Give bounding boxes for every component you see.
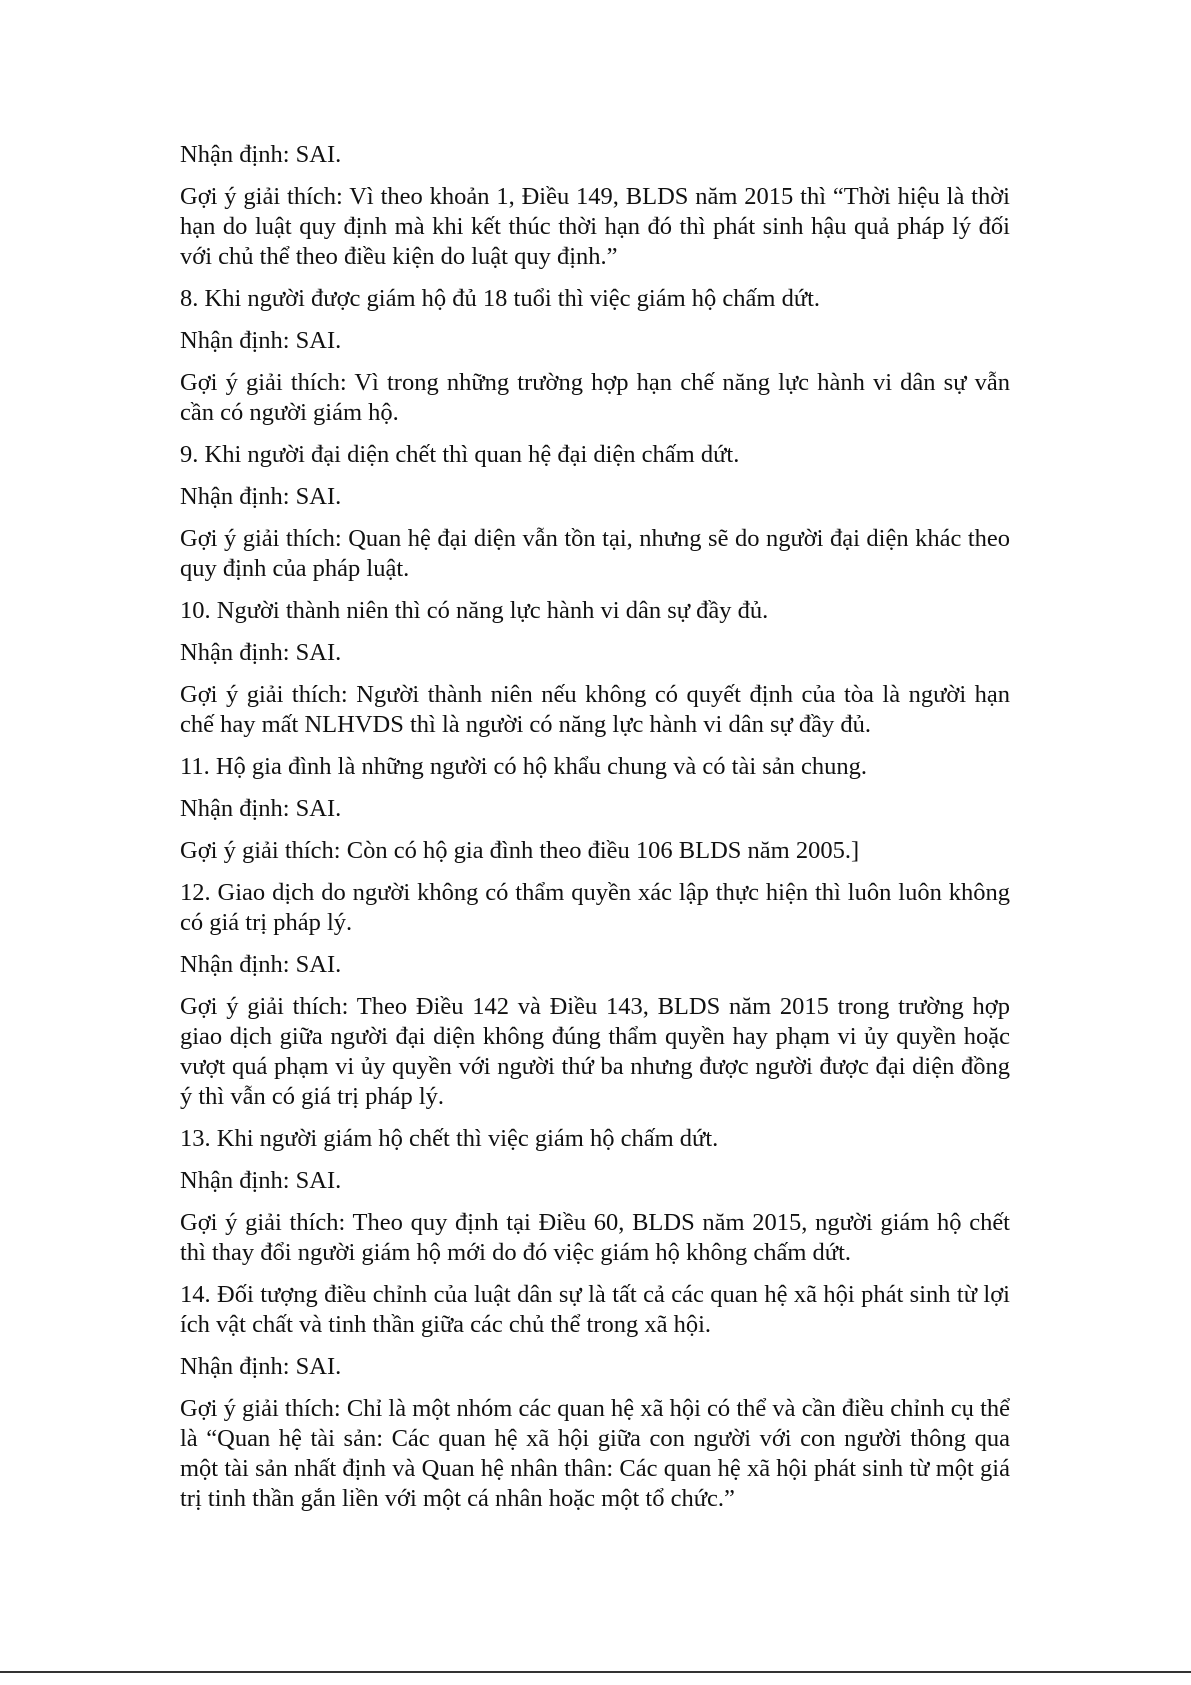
- verdict-paragraph: Nhận định: SAI.: [180, 795, 342, 822]
- question-10: 10. Người thành niên thì có năng lực hành vi dân sự đầy đủ.: [180, 597, 769, 624]
- question-8: 8. Khi người được giám hộ đủ 18 tuổi thì việc giám hộ chấm dứt.: [180, 285, 821, 312]
- verdict-paragraph: Nhận định: SAI.: [180, 141, 342, 168]
- explanation-paragraph: Gợi ý giải thích: Theo quy định tại Điều 60, BLDS năm 2015, người giám hộ chết thì thay đổi người giám hộ mới do đó việc giám hộ không chấm dứt.: [180, 1209, 1010, 1266]
- verdict-paragraph: Nhận định: SAI.: [180, 1167, 342, 1194]
- question-14: 14. Đối tượng điều chỉnh của luật dân sự là tất cả các quan hệ xã hội phát sinh từ lợi ích vật chất và tinh thần giữa các chủ thể trong xã hội.: [180, 1281, 1010, 1338]
- verdict-paragraph: Nhận định: SAI.: [180, 639, 342, 666]
- explanation-paragraph: Gợi ý giải thích: Chỉ là một nhóm các quan hệ xã hội có thể và cần điều chỉnh cụ thể là “Quan hệ tài sản: Các quan hệ xã hội giữa con người với con người thông qua một tài sản nhất định và Quan hệ nhân thân: Các quan hệ xã hội phát sinh từ một giá trị tinh thần gắn liền với một cá nhân hoặc một tổ chức.”: [180, 1395, 1010, 1512]
- explanation-paragraph: Gợi ý giải thích: Vì trong những trường hợp hạn chế năng lực hành vi dân sự vẫn cần có người giám hộ.: [180, 369, 1010, 426]
- page-bottom-rule: [0, 1671, 1191, 1673]
- explanation-paragraph: Gợi ý giải thích: Quan hệ đại diện vẫn tồn tại, nhưng sẽ do người đại diện khác theo quy định của pháp luật.: [180, 525, 1010, 582]
- question-9: 9. Khi người đại diện chết thì quan hệ đại diện chấm dứt.: [180, 441, 740, 468]
- question-13: 13. Khi người giám hộ chết thì việc giám hộ chấm dứt.: [180, 1125, 719, 1152]
- verdict-paragraph: Nhận định: SAI.: [180, 327, 342, 354]
- question-11: 11. Hộ gia đình là những người có hộ khẩu chung và có tài sản chung.: [180, 753, 868, 780]
- question-12: 12. Giao dịch do người không có thẩm quyền xác lập thực hiện thì luôn luôn không có giá trị pháp lý.: [180, 879, 1010, 936]
- verdict-paragraph: Nhận định: SAI.: [180, 1353, 342, 1380]
- explanation-paragraph: Gợi ý giải thích: Vì theo khoản 1, Điều 149, BLDS năm 2015 thì “Thời hiệu là thời hạn do luật quy định mà khi kết thúc thời hạn đó thì phát sinh hậu quả pháp lý đối với chủ thể theo điều kiện do luật quy định.”: [180, 183, 1010, 270]
- explanation-paragraph: Gợi ý giải thích: Theo Điều 142 và Điều 143, BLDS năm 2015 trong trường hợp giao dịch giữa người đại diện không đúng thẩm quyền hay phạm vi ủy quyền hoặc vượt quá phạm vi ủy quyền với người thứ ba nhưng được người được đại diện đồng ý thì vẫn có giá trị pháp lý.: [180, 993, 1010, 1110]
- document-page: [180, 140, 1010, 1526]
- explanation-paragraph: Gợi ý giải thích: Còn có hộ gia đình theo điều 106 BLDS năm 2005.]: [180, 837, 860, 864]
- verdict-paragraph: Nhận định: SAI.: [180, 483, 342, 510]
- explanation-paragraph: Gợi ý giải thích: Người thành niên nếu không có quyết định của tòa là người hạn chế hay mất NLHVDS thì là người có năng lực hành vi dân sự đầy đủ.: [180, 681, 1010, 738]
- verdict-paragraph: Nhận định: SAI.: [180, 951, 342, 978]
